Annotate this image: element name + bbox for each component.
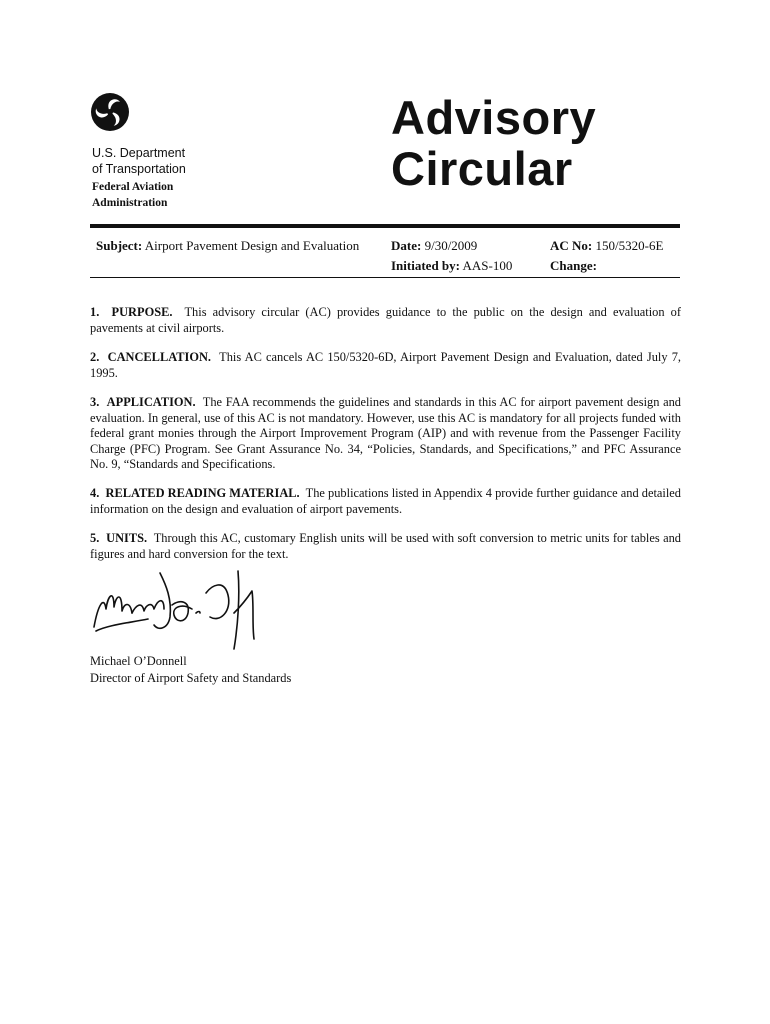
- change-field: [550, 256, 597, 275]
- date-label: Date:: [391, 238, 422, 253]
- section-related-reading: [90, 486, 681, 517]
- ac-no-value: 150/5320-6E: [595, 238, 664, 253]
- signer-block: [90, 653, 291, 687]
- ac-no-label: AC No:: [550, 238, 593, 253]
- initiated-label: Initiated by:: [391, 258, 460, 273]
- subject-label: Subject:: [96, 238, 143, 253]
- department-name: [92, 145, 186, 177]
- title-line-1: Advisory: [391, 91, 597, 144]
- section-body: The FAA recommends the guidelines and standards in this AC for airport pavement design and evaluation. In general, use of this AC is not mandatory. However, use this AC is mandatory for all projects funded with federal grant monies through the Airport Improvement Program (AIP) and with revenue from the Passenger Facility Charge (PFC) Program. See Grant Assurance No. 34, “Policies, Standards, and Specifications,” and PFC Assurance No. 9, “Standards and Specifications.: [90, 395, 681, 471]
- section-heading: 1. PURPOSE.: [90, 305, 173, 319]
- section-application: [90, 395, 681, 473]
- section-body: Through this AC, customary English units will be used with soft conversion to metric units for tables and figures and hard conversion for the text.: [90, 531, 681, 561]
- initiated-value: AAS-100: [462, 258, 513, 273]
- date-field: [391, 236, 477, 255]
- section-units: [90, 531, 681, 562]
- meta-divider: [90, 277, 680, 278]
- section-heading: 2. CANCELLATION.: [90, 350, 212, 364]
- subject-field: [96, 236, 366, 255]
- agency-line-2: Administration: [92, 196, 168, 209]
- section-cancellation: [90, 350, 681, 381]
- section-body: This advisory circular (AC) provides guidance to the public on the design and evaluation of pavements at civil airports.: [90, 305, 681, 335]
- title-line-2: Circular: [391, 142, 573, 195]
- dot-logo-icon: [90, 92, 130, 132]
- document-title: [391, 92, 596, 194]
- department-line-2: of Transportation: [92, 162, 186, 176]
- section-purpose: [90, 305, 681, 336]
- ac-number-field: [550, 236, 663, 255]
- agency-line-1: Federal Aviation: [92, 181, 174, 193]
- signer-title: Director of Airport Safety and Standards: [90, 671, 292, 685]
- signer-name: Michael O’Donnell: [90, 654, 187, 668]
- subject-value: Airport Pavement Design and Evaluation: [144, 238, 360, 253]
- department-line-1: U.S. Department: [92, 146, 186, 160]
- section-heading: 4. RELATED READING MATERIAL.: [90, 486, 300, 500]
- section-heading: 5. UNITS.: [90, 531, 148, 545]
- date-value: 9/30/2009: [424, 238, 478, 253]
- section-body: The publications listed in Appendix 4 provide further guidance and detailed information on the design and evaluation of airport pavements.: [90, 486, 681, 516]
- section-heading: 3. APPLICATION.: [90, 395, 196, 409]
- initiated-by-field: [391, 256, 512, 275]
- signature-image: [88, 565, 268, 655]
- agency-name: [92, 180, 173, 211]
- change-label: Change:: [550, 258, 597, 273]
- section-body: This AC cancels AC 150/5320-6D, Airport Pavement Design and Evaluation, dated July 7, 1995.: [90, 350, 682, 380]
- header-divider: [90, 224, 680, 228]
